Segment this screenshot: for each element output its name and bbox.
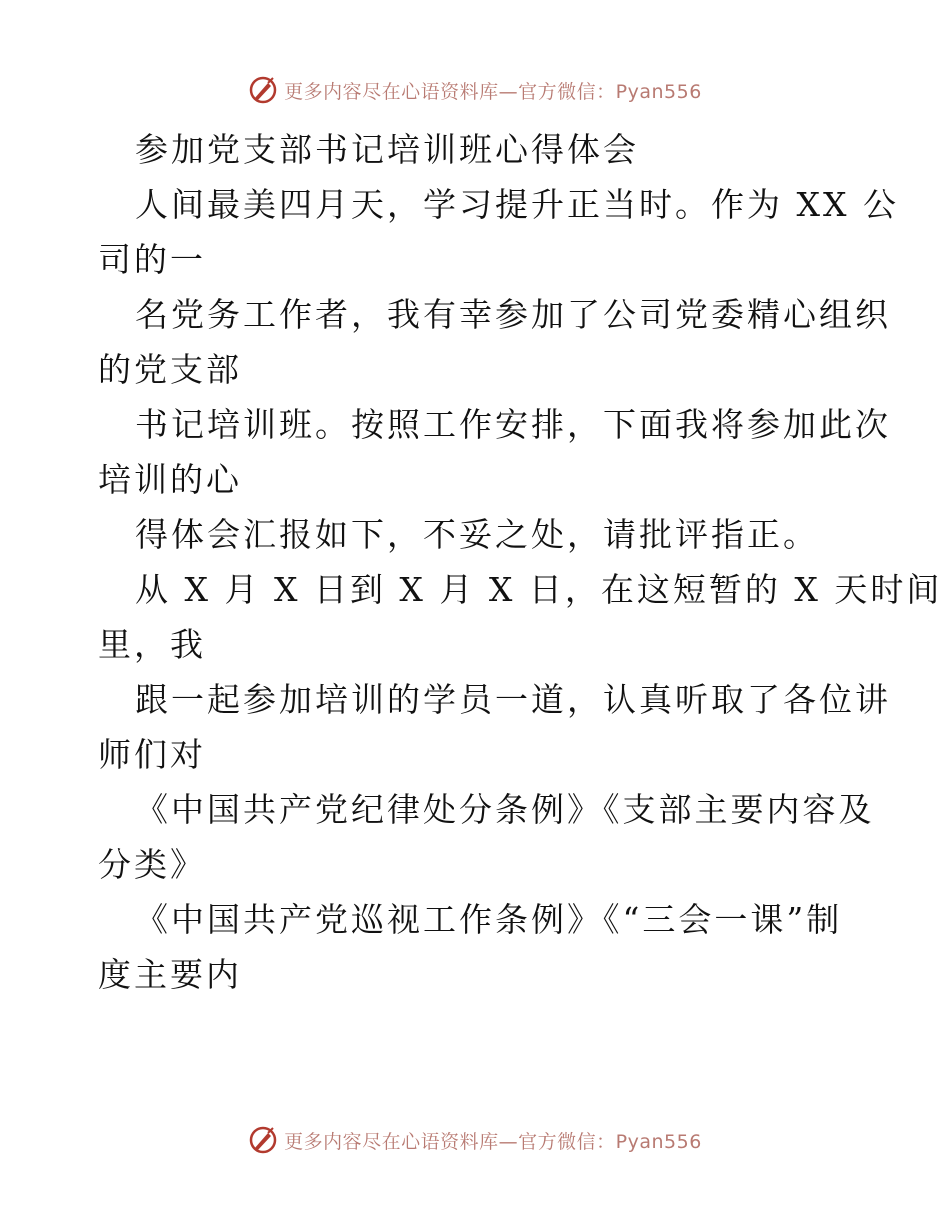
paragraph-line: 度主要内 [98,955,242,994]
document-title: 参加党支部书记培训班心得体会 [135,130,639,169]
paragraph-line: 名党务工作者，我有幸参加了公司党委精心组织 [135,295,891,334]
paragraph-line: 《中国共产党纪律处分条例》《支部主要内容及 [135,790,875,829]
paragraph-line: 司的一 [98,240,206,279]
paragraph-line: 书记培训班。按照工作安排，下面我将参加此次 [135,405,891,444]
paragraph-line: 里，我 [98,625,206,664]
paragraph-line: 跟一起参加培训的学员一道，认真听取了各位讲 [135,680,891,719]
pen-circle-icon [248,75,278,105]
paragraph-line: 人间最美四月天，学习提升正当时。作为 XX 公 [135,185,899,224]
watermark-header [0,70,950,110]
watermark-text: 更多内容尽在心语资料库—官方微信：Pyan556 [284,80,702,103]
watermark-footer [0,1120,950,1160]
paragraph-line: 得体会汇报如下，不妥之处，请批评指正。 [135,515,819,554]
paragraph-line: 培训的心 [98,460,242,499]
pen-circle-icon [248,1125,278,1155]
paragraph-line: 的党支部 [98,350,242,389]
paragraph-line: 分类》 [98,845,206,884]
paragraph-line: 《中国共产党巡视工作条例》《“三会一课”制 [135,900,843,939]
paragraph-line: 师们对 [98,735,206,774]
document-body [98,122,943,1002]
paragraph-line: 从 X 月 X 日到 X 月 X 日，在这短暂的 X 天时间 [135,570,943,609]
watermark-text: 更多内容尽在心语资料库—官方微信：Pyan556 [284,1130,702,1153]
